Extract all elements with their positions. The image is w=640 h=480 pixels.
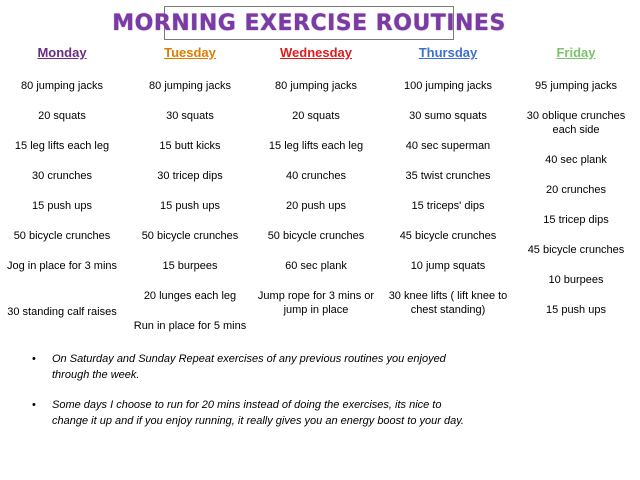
exercise-item: 10 burpees <box>548 274 604 286</box>
exercise-item: 15 triceps' dips <box>411 200 485 212</box>
exercise-item: 50 bicycle crunches <box>141 230 239 242</box>
exercise-item: 20 squats <box>38 110 86 122</box>
day-heading: Monday <box>37 45 87 60</box>
exercise-item: 45 bicycle crunches <box>399 230 497 242</box>
exercise-item: Jump rope for 3 mins or jump in place <box>257 290 375 316</box>
exercise-item: 35 twist crunches <box>405 170 491 182</box>
exercise-item: 60 sec plank <box>285 260 347 272</box>
exercise-item: 20 push ups <box>286 200 346 212</box>
exercise-item: 100 jumping jacks <box>403 80 493 92</box>
title-box <box>112 6 506 40</box>
note-text: Some days I choose to run for 20 mins instead of doing the exercises, its nice to change it up and if you enjoy running, it really gives you an energy boost to your day. <box>52 399 464 427</box>
day-heading: Tuesday <box>164 45 216 60</box>
exercise-item: 50 bicycle crunches <box>267 230 365 242</box>
note-text: On Saturday and Sunday Repeat exercises of any previous routines you enjoyed through the week. <box>52 353 446 381</box>
exercise-item: 40 sec superman <box>405 140 491 152</box>
exercise-item: 80 jumping jacks <box>275 80 357 92</box>
exercise-item: 30 oblique crunches each side <box>526 110 626 136</box>
exercise-item: 80 jumping jacks <box>21 80 103 92</box>
exercise-item: 10 jump squats <box>410 260 486 272</box>
day-column-tuesday <box>128 44 252 332</box>
day-column-wednesday <box>254 44 378 316</box>
note-item <box>32 398 472 429</box>
exercise-item: 30 knee lifts ( lift knee to chest standing) <box>388 290 508 316</box>
exercise-item: 30 standing calf raises <box>7 306 117 318</box>
exercise-item: 15 tricep dips <box>543 214 609 226</box>
exercise-item: 15 leg lifts each leg <box>14 140 110 152</box>
exercise-item: 30 tricep dips <box>157 170 223 182</box>
exercise-item: 80 jumping jacks <box>149 80 231 92</box>
exercise-item: 15 push ups <box>160 200 220 212</box>
day-heading: Friday <box>556 45 596 60</box>
exercise-item: 30 crunches <box>32 170 92 182</box>
exercise-item: 30 squats <box>166 110 214 122</box>
exercise-item: 30 sumo squats <box>409 110 487 122</box>
day-column-friday <box>514 44 638 316</box>
note-item <box>32 352 472 383</box>
exercise-item: 40 sec plank <box>545 154 607 166</box>
bullet-icon: • <box>32 353 36 365</box>
exercise-item: 45 bicycle crunches <box>527 244 625 256</box>
exercise-item: 15 leg lifts each leg <box>268 140 364 152</box>
exercise-item: 20 crunches <box>546 184 606 196</box>
notes-list <box>32 352 472 444</box>
page-title: MORNING EXERCISE ROUTINES <box>112 10 506 36</box>
exercise-item: Run in place for 5 mins <box>133 320 247 332</box>
day-column-thursday <box>386 44 510 316</box>
day-heading: Thursday <box>418 45 478 60</box>
exercise-item: Jog in place for 3 mins <box>6 260 118 272</box>
exercise-item: 50 bicycle crunches <box>13 230 111 242</box>
exercise-item: 20 lunges each leg <box>143 290 237 302</box>
bullet-icon: • <box>32 399 36 411</box>
exercise-item: 95 jumping jacks <box>535 80 617 92</box>
exercise-item: 20 squats <box>292 110 340 122</box>
exercise-item: 15 push ups <box>546 304 606 316</box>
exercise-item: 15 butt kicks <box>159 140 221 152</box>
exercise-item: 15 push ups <box>32 200 92 212</box>
exercise-item: 15 burpees <box>162 260 218 272</box>
day-column-monday <box>0 44 124 318</box>
exercise-item: 40 crunches <box>286 170 346 182</box>
day-heading: Wednesday <box>279 45 352 60</box>
